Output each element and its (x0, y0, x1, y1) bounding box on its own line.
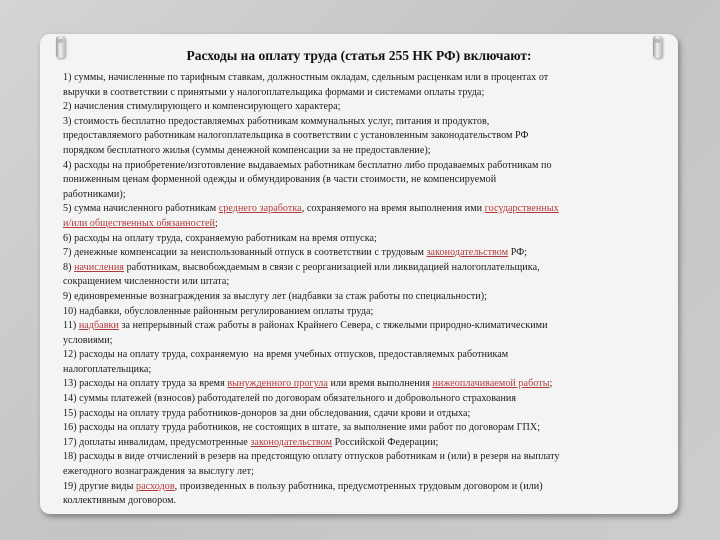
hyperlink[interactable]: законодательством (426, 247, 509, 259)
text-segment: , сохраняемого на время выполнения ими (301, 203, 485, 215)
text-segment: , произведенных в пользу работника, предусмотренных трудовым договором и (или) (174, 480, 543, 492)
text-segment: 19) другие виды (63, 480, 137, 492)
text-line (63, 173, 666, 188)
text-line (63, 348, 666, 363)
text-segment: 12) расходы на оплату труда, сохраняемую на время учебных отпусков, предоставляемых работникам (63, 349, 509, 361)
text-segment: условиями; (63, 334, 113, 346)
text-segment: 3) стоимость бесплатно предоставляемых работникам коммунальных услуг, питания и продуктов, (63, 115, 490, 127)
hyperlink[interactable]: среднего заработка (218, 203, 302, 215)
text-segment: порядком бесплатного жилья (суммы денежной компенсации за не предоставление); (63, 144, 431, 156)
text-segment: работникам, высвобождаемым в связи с реорганизацией или ликвидацией налогоплательщика, (124, 261, 540, 273)
text-segment: 10) надбавки, обусловленные районным регулированием оплаты труда; (63, 305, 374, 317)
hyperlink[interactable]: нижеоплачиваемой работы (432, 378, 550, 390)
hyperlink[interactable]: вынужденного прогула (227, 378, 328, 390)
hyperlink[interactable]: расходов (136, 480, 175, 492)
text-line (63, 232, 666, 247)
text-line (63, 261, 666, 276)
text-segment: сокращением численности или штата; (63, 276, 230, 288)
text-segment: работниками); (63, 188, 126, 200)
text-line (63, 377, 666, 392)
text-segment: за непрерывный стаж работы в районах Крайнего Севера, с тяжелыми природно-климатическими (118, 320, 548, 332)
text-line (63, 275, 666, 290)
text-segment: 18) расходы в виде отчислений в резерв на предстоящую оплату отпусков работникам и (или) в резерв на выплату (63, 451, 560, 463)
page-title: Расходы на оплату труда (статья 255 НК РФ) включают: (186, 48, 532, 63)
text-segment: выручки в соответствии с принятыми у налогоплательщика формами и системами оплаты труда; (63, 86, 485, 98)
text-segment: 5) сумма начисленного работникам (63, 203, 219, 215)
text-segment: РФ; (508, 247, 528, 259)
text-line (63, 290, 666, 305)
text-line (63, 319, 666, 334)
text-segment: 14) суммы платежей (взносов) работодателей по договорам обязательного и добровольного страхования (63, 393, 517, 405)
text-segment: ; (214, 217, 218, 229)
text-line (63, 159, 666, 174)
text-segment: пониженным ценам форменной одежды и обмундирования (в части стоимости, не компенсируемой (63, 174, 497, 186)
text-line (63, 392, 666, 407)
text-segment: 7) денежные компенсации за неиспользованный отпуск в соответствии с трудовым (63, 247, 427, 259)
text-line (63, 129, 666, 144)
text-segment: 17) доплаты инвалидам, предусмотренные (63, 436, 251, 448)
text-line (63, 188, 666, 203)
text-segment: ; (549, 378, 553, 390)
text-line (63, 436, 666, 451)
text-line (63, 217, 666, 232)
hyperlink[interactable]: законодательством (250, 436, 333, 448)
text-line (63, 334, 666, 349)
text-segment: 13) расходы на оплату труда за время (63, 378, 228, 390)
text-segment: 9) единовременные вознаграждения за выслугу лет (надбавки за стаж работы по специальности); (63, 290, 488, 302)
text-line (63, 465, 666, 480)
document-body (63, 71, 666, 509)
text-segment: 8) (63, 261, 75, 273)
hyperlink[interactable]: государственных (484, 203, 559, 215)
text-line (63, 115, 666, 130)
hyperlink[interactable]: начисления (74, 261, 124, 273)
text-segment: 16) расходы на оплату труда работников, не состоящих в штате, за выполнение ими работ по договорам ГПХ; (63, 422, 541, 434)
text-segment: ежегодного вознаграждения за выслугу лет; (63, 466, 254, 478)
text-segment: Российской Федерации; (332, 436, 439, 448)
text-segment: коллективным договором. (63, 495, 177, 507)
hyperlink[interactable]: надбавки (78, 320, 119, 332)
text-line (63, 494, 666, 509)
text-segment: 11) (63, 320, 79, 332)
hyperlink[interactable]: и/или общественных обязанностей (63, 217, 215, 229)
text-line (63, 363, 666, 378)
text-line (63, 246, 666, 261)
text-line (63, 71, 666, 86)
text-segment: 6) расходы на оплату труда, сохраняемую работникам на время отпуска; (63, 232, 377, 244)
text-segment: 1) суммы, начисленные по тарифным ставкам, должностным окладам, сдельным расценкам или в процентах от (63, 72, 549, 83)
text-line (63, 421, 666, 436)
text-segment: 4) расходы на приобретение/изготовление выдаваемых работникам бесплатно либо продаваемых работникам по (63, 159, 552, 171)
text-line (63, 407, 666, 422)
text-segment: налогоплательщика; (63, 363, 152, 375)
text-line (63, 450, 666, 465)
text-segment: 2) начисления стимулирующего и компенсирующего характера; (63, 101, 341, 113)
text-line (63, 480, 666, 495)
text-line (63, 202, 666, 217)
text-line (63, 144, 666, 159)
text-segment: 15) расходы на оплату труда работников-доноров за дни обследования, сдачи крови и отдыха; (63, 407, 471, 419)
text-line (63, 100, 666, 115)
text-segment: или время выполнения (327, 378, 433, 390)
slide-card (40, 34, 678, 514)
text-line (63, 305, 666, 320)
text-line (63, 86, 666, 101)
text-segment: предоставляемого работникам налогоплательщика в соответствии с установленным законодательством РФ (63, 130, 529, 142)
